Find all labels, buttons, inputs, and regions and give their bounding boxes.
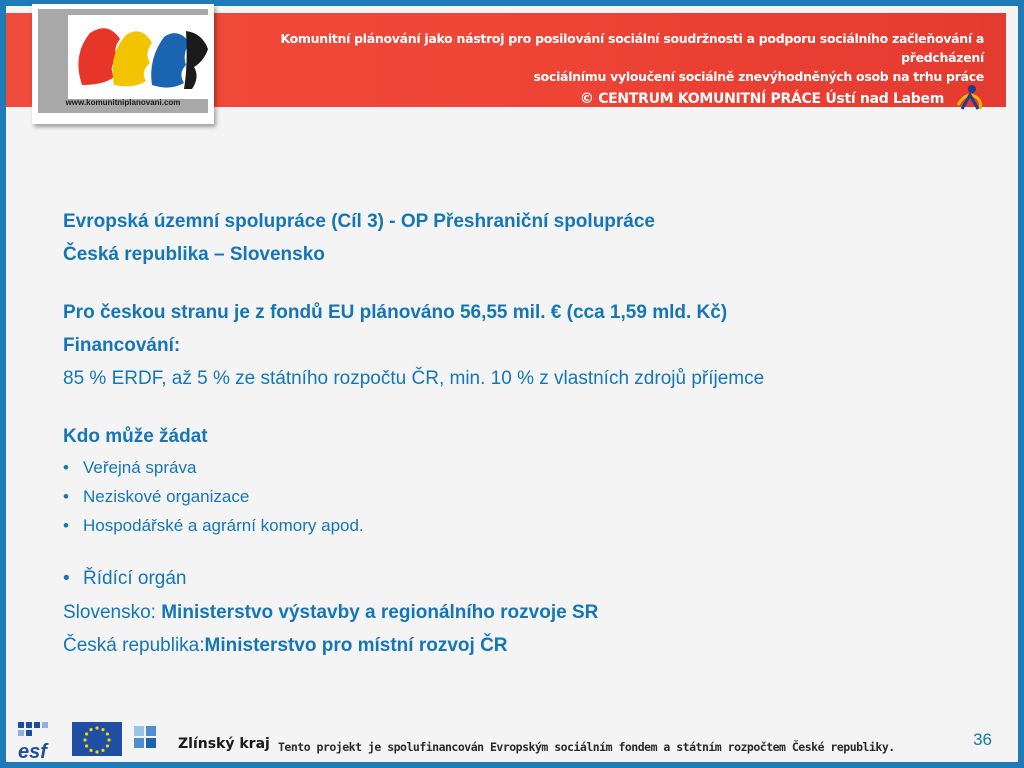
footer-note: Tento projekt je spolufinancován Evropským sociálním fondem a státním rozpočtem České republiky.	[278, 740, 895, 754]
list-item-label: Veřejná správa	[83, 458, 197, 477]
list-item	[63, 482, 963, 511]
zlin-region-logo-icon	[134, 724, 270, 758]
header-title-line1: Komunitní plánování jako nástroj pro posilování sociální soudržnosti a podporu sociálního začleňování a předcházení	[280, 31, 984, 65]
sk-label: Slovensko:	[63, 602, 162, 623]
governing-body-label: Řídící orgán	[83, 568, 187, 589]
bullet-symbol: •	[63, 516, 69, 535]
esf-label: esf	[18, 741, 47, 760]
esf-logo-icon	[16, 720, 64, 760]
logo-url: www.komunitniplanovani.com	[65, 98, 181, 107]
cz-label: Česká republika:	[63, 635, 205, 656]
sk-ministry: Ministerstvo výstavby a regionálního rozvoje SR	[161, 602, 599, 623]
ckp-logo-icon	[952, 83, 986, 113]
list-item	[63, 453, 963, 482]
program-countries: Česká republika – Slovensko	[63, 244, 325, 265]
header-title-line2: sociálnímu vyloučení sociálně znevýhodněných osob na trhu práce	[533, 69, 984, 84]
region-label: Zlínský kraj	[178, 736, 270, 752]
program-title: Evropská územní spolupráce (Cíl 3) - OP Přeshraniční spolupráce	[63, 211, 655, 232]
faces-logo-icon	[68, 15, 214, 99]
header-title	[244, 29, 984, 86]
list-item-label: Neziskové organizace	[83, 487, 250, 506]
governing-body-sk	[63, 596, 963, 629]
governing-body-item	[63, 562, 963, 596]
applicants-heading: Kdo může žádat	[63, 426, 208, 447]
bullet-symbol: •	[63, 487, 69, 506]
slide-content	[63, 205, 963, 662]
list-item-label: Hospodářské a agrární komory apod.	[83, 516, 364, 535]
footer	[6, 714, 1018, 762]
financing-detail: 85 % ERDF, až 5 % ze státního rozpočtu ČR, min. 10 % z vlastních zdrojů příjemce	[63, 368, 765, 389]
project-logo-frame	[38, 9, 208, 113]
list-item	[63, 511, 963, 540]
eu-flag-icon	[72, 722, 122, 756]
cz-ministry: Ministerstvo pro místní rozvoj ČR	[204, 635, 508, 656]
header-copyright: © CENTRUM KOMUNITNÍ PRÁCE Ústí nad Labem	[579, 91, 944, 107]
bullet-symbol: •	[63, 458, 69, 477]
funding-amount: Pro českou stranu je z fondů EU plánováno 56,55 mil. € (cca 1,59 mld. Kč)	[63, 302, 728, 323]
project-logo	[32, 4, 214, 124]
bullet-symbol: •	[63, 568, 70, 589]
governing-body-cz	[63, 629, 963, 662]
financing-heading: Financování:	[63, 335, 181, 356]
page-number: 36	[973, 730, 992, 749]
